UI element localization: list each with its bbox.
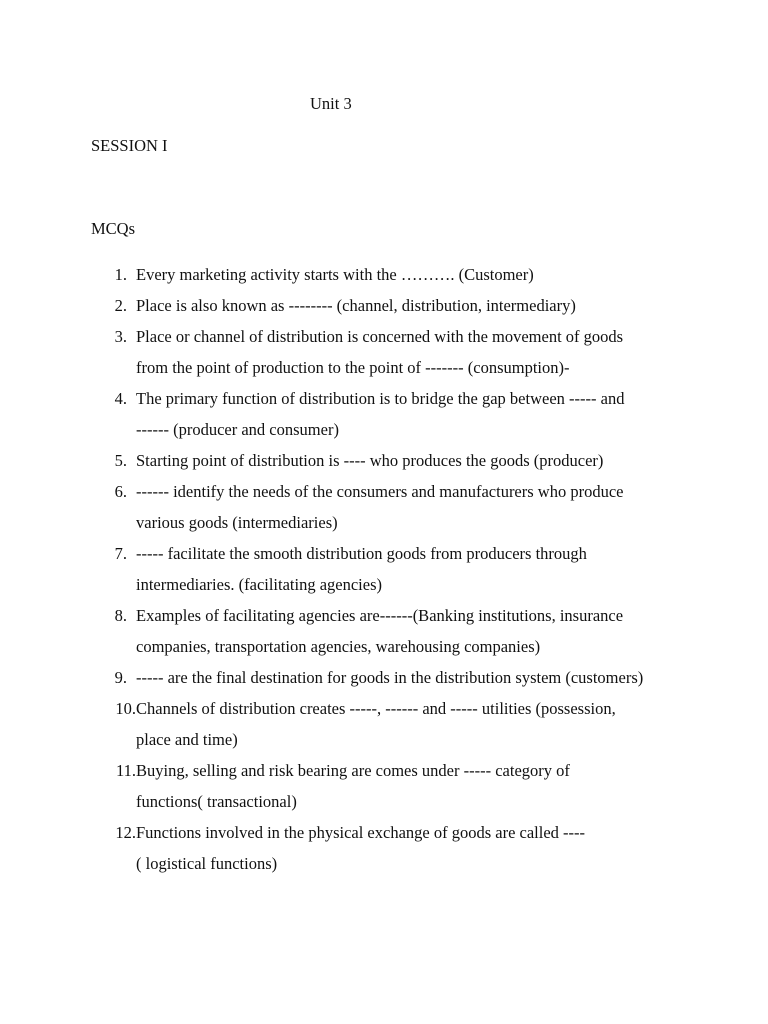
- session-title: SESSION I: [91, 136, 168, 155]
- mcq-text-line: ----- are the final destination for goods in the distribution system (customers): [136, 668, 644, 687]
- mcq-heading: MCQs: [91, 219, 136, 238]
- mcq-text-line: Starting point of distribution is ---- who produces the goods (producer): [136, 451, 604, 470]
- mcq-number: 7.: [114, 544, 127, 563]
- mcq-text-line: functions( transactional): [136, 792, 297, 811]
- mcq-text-line: Buying, selling and risk bearing are comes under ----- category of: [136, 761, 570, 780]
- mcq-text-line: place and time): [136, 730, 238, 749]
- mcq-item: [91, 538, 691, 600]
- mcq-text-line: ----- facilitate the smooth distribution goods from producers through: [136, 544, 587, 563]
- mcq-item: [91, 755, 691, 817]
- mcq-text-line: ------ (producer and consumer): [136, 420, 339, 439]
- mcq-item: [91, 662, 691, 693]
- mcq-item: [91, 817, 691, 879]
- mcq-number: 10.: [115, 699, 136, 718]
- mcq-text-line: Channels of distribution creates -----, ------ and ----- utilities (possession,: [136, 699, 616, 718]
- mcq-text-line: from the point of production to the point of ------- (consumption)-: [136, 358, 570, 377]
- mcq-number: 12.: [115, 823, 136, 842]
- mcq-number: 2.: [114, 296, 127, 315]
- mcq-number: 1.: [114, 265, 127, 284]
- mcq-number: 4.: [114, 389, 127, 408]
- mcq-text-line: intermediaries. (facilitating agencies): [136, 575, 383, 594]
- mcq-number: 11.: [115, 761, 136, 780]
- mcq-item: [91, 445, 691, 476]
- unit-title: Unit 3: [310, 94, 352, 113]
- mcq-item: [91, 476, 691, 538]
- mcq-text-line: The primary function of distribution is to bridge the gap between ----- and: [136, 389, 625, 408]
- mcq-list: [91, 259, 691, 879]
- mcq-item: [91, 321, 691, 383]
- mcq-text-line: ------ identify the needs of the consumers and manufacturers who produce: [136, 482, 624, 501]
- mcq-item: [91, 259, 691, 290]
- mcq-text-line: various goods (intermediaries): [136, 513, 338, 532]
- mcq-number: 8.: [114, 606, 127, 625]
- mcq-item: [91, 693, 691, 755]
- mcq-text-line: Place or channel of distribution is concerned with the movement of goods: [136, 327, 624, 346]
- mcq-text-line: Examples of facilitating agencies are------(Banking institutions, insurance: [136, 606, 624, 625]
- mcq-item: [91, 290, 691, 321]
- mcq-text-line: companies, transportation agencies, warehousing companies): [136, 637, 541, 656]
- mcq-text-line: Place is also known as -------- (channel, distribution, intermediary): [136, 296, 576, 315]
- mcq-item: [91, 600, 691, 662]
- mcq-number: 3.: [114, 327, 127, 346]
- mcq-number: 6.: [114, 482, 127, 501]
- mcq-text-line: Functions involved in the physical exchange of goods are called ----: [136, 823, 586, 842]
- mcq-number: 5.: [114, 451, 127, 470]
- mcq-text-line: ( logistical functions): [136, 854, 278, 873]
- mcq-item: [91, 383, 691, 445]
- mcq-text-line: Every marketing activity starts with the ………. (Customer): [136, 265, 534, 284]
- mcq-number: 9.: [114, 668, 127, 687]
